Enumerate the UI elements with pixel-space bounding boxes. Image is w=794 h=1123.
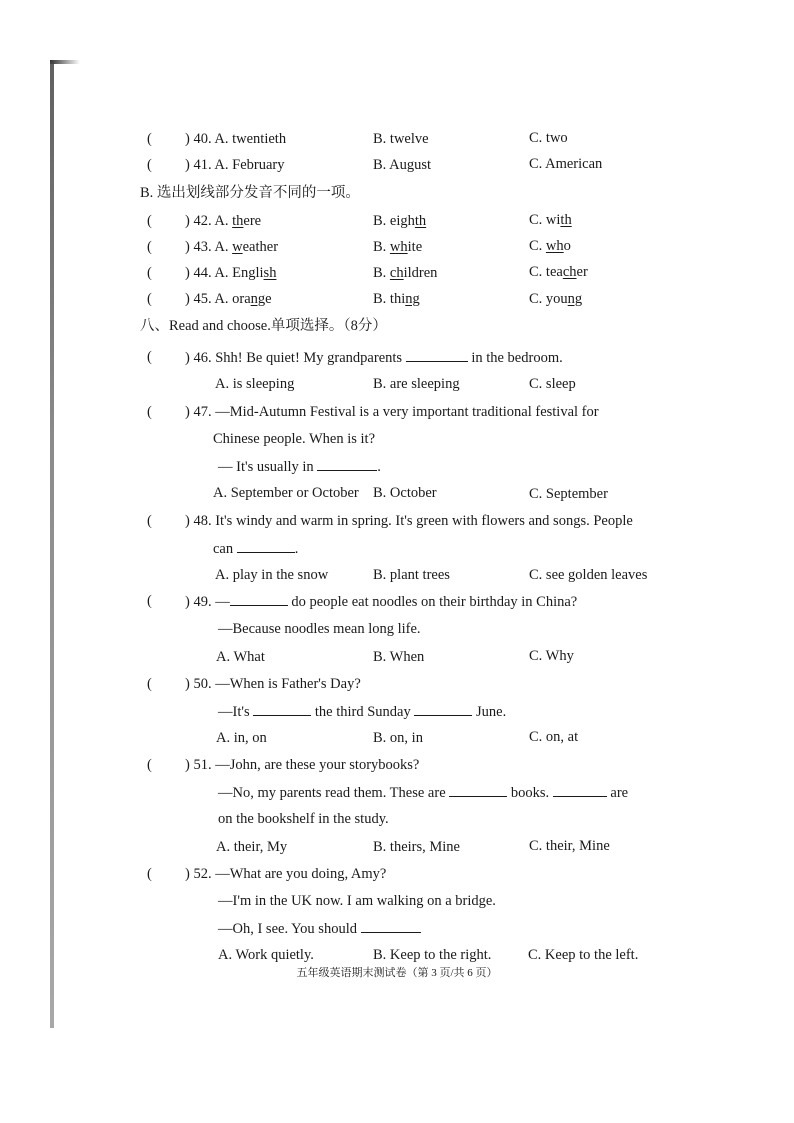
q46-option-b: B. are sleeping [373, 376, 460, 392]
q50-option-b: B. on, in [373, 730, 423, 746]
q44-option-b: B. children [373, 265, 438, 281]
section-8-heading: 八、Read and choose.单项选择。（8分） [140, 318, 387, 334]
q51-option-c: C. their, Mine [529, 838, 610, 854]
q50-option-a: A. in, on [216, 730, 267, 746]
q47-stem-line2: Chinese people. When is it? [213, 431, 376, 447]
q48-option-a: A. play in the snow [215, 567, 329, 583]
q43-option-a: ) 43. A. weather [185, 239, 279, 255]
q52-stem-line1: ) 52. —What are you doing, Amy? [185, 866, 387, 882]
q52-option-a: A. Work quietly. [218, 947, 314, 963]
answer-paren: ( [147, 157, 152, 173]
answer-paren: ( [147, 593, 152, 609]
answer-paren: ( [147, 349, 152, 365]
q52-option-b: B. Keep to the right. [373, 947, 492, 963]
q45-option-c: C. young [529, 291, 583, 307]
q52-option-c: C. Keep to the left. [528, 947, 639, 963]
answer-paren: ( [147, 676, 152, 692]
answer-paren: ( [147, 757, 152, 773]
section-b-heading: B. 选出划线部分发音不同的一项。 [140, 185, 360, 201]
q44-option-c: C. teacher [529, 264, 588, 280]
answer-paren: ( [147, 131, 152, 147]
q47-option-a: A. September or October [213, 485, 359, 501]
q49-stem-line1: ) 49. — do people eat noodles on their birthday in China? [185, 594, 578, 610]
q51-option-b: B. theirs, Mine [373, 839, 460, 855]
q52-stem-line2: —I'm in the UK now. I am walking on a bridge. [218, 893, 496, 909]
q51-stem-line1: ) 51. —John, are these your storybooks? [185, 757, 420, 773]
q47-stem-line3: — It's usually in . [218, 459, 381, 475]
q43-option-c: C. who [529, 238, 571, 254]
page-footer: 五年级英语期末测试卷（第 3 页/共 6 页） [296, 967, 498, 979]
q45-option-a: ) 45. A. orange [185, 291, 272, 307]
q40-option-b: B. twelve [373, 131, 429, 147]
q48-stem-line1: ) 48. It's windy and warm in spring. It's green with flowers and songs. People [185, 513, 633, 529]
q47-option-c: C. September [529, 486, 608, 502]
q51-option-a: A. their, My [216, 839, 288, 855]
answer-paren: ( [147, 239, 152, 255]
q46-stem: ) 46. Shh! Be quiet! My grandparents in the bedroom. [185, 350, 563, 366]
q40-option-c: C. two [529, 130, 568, 146]
q42-option-b: B. eighth [373, 213, 427, 229]
q50-stem-line1: ) 50. —When is Father's Day? [185, 676, 361, 692]
q41-option-c: C. American [529, 156, 603, 172]
answer-paren: ( [147, 404, 152, 420]
q45-option-b: B. thing [373, 291, 420, 307]
answer-paren: ( [147, 866, 152, 882]
q48-stem-line2: can . [213, 541, 299, 557]
q41-option-b: B. August [373, 157, 432, 173]
q51-stem-line2: —No, my parents read them. These are books. are [218, 785, 629, 801]
q41-option-a: ) 41. A. February [185, 157, 285, 173]
q48-option-c: C. see golden leaves [529, 567, 648, 583]
q47-stem-line1: ) 47. —Mid-Autumn Festival is a very important traditional festival for [185, 404, 599, 420]
q46-option-c: C. sleep [529, 376, 576, 392]
q42-option-c: C. with [529, 212, 572, 228]
q46-option-a: A. is sleeping [215, 376, 295, 392]
q49-option-c: C. Why [529, 648, 574, 664]
q49-option-a: A. What [216, 649, 265, 665]
q50-option-c: C. on, at [529, 729, 579, 745]
answer-paren: ( [147, 265, 152, 281]
scan-edge [50, 60, 80, 64]
q52-stem-line3: —Oh, I see. You should [218, 919, 421, 938]
answer-paren: ( [147, 213, 152, 229]
answer-paren: ( [147, 291, 152, 307]
q47-option-b: B. October [373, 485, 437, 501]
answer-paren: ( [147, 513, 152, 529]
q40-option-a: ) 40. A. twentieth [185, 131, 287, 147]
q49-stem-line2: —Because noodles mean long life. [218, 621, 421, 637]
q42-option-a: ) 42. A. there [185, 213, 262, 229]
q48-option-b: B. plant trees [373, 567, 450, 583]
q43-option-b: B. white [373, 239, 423, 255]
q49-option-b: B. When [373, 649, 425, 665]
scan-edge-left [50, 62, 54, 1028]
q50-stem-line2: —It's the third Sunday June. [218, 704, 507, 720]
q51-stem-line3: on the bookshelf in the study. [218, 811, 389, 827]
q44-option-a: ) 44. A. English [185, 265, 277, 281]
